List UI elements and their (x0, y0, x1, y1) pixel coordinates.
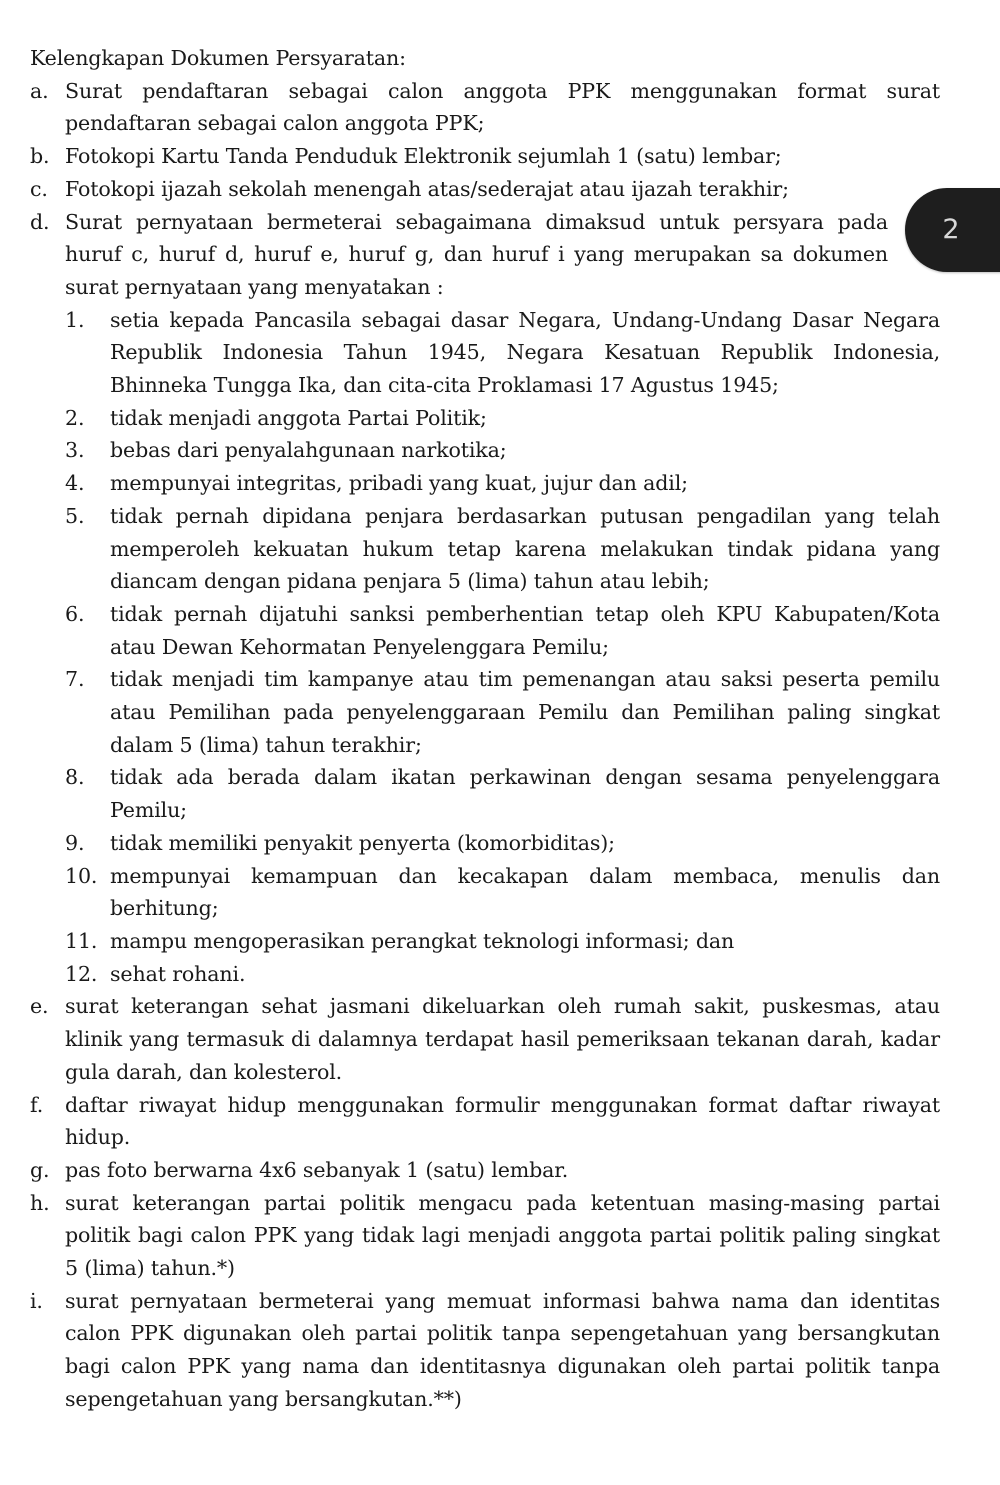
statement-subitem-7 (30, 663, 940, 761)
requirement-item-d (30, 206, 940, 304)
subitem-text: tidak memiliki penyakit penyerta (komorbiditas); (110, 830, 615, 855)
requirement-item-g (30, 1154, 940, 1187)
subitem-text: setia kepada Pancasila sebagai dasar Negara, Undang-Undang Dasar Negara Republik Indonesia Tahun 1945, Negara Kesatuan Republik Indonesia, Bhinneka Tungga Ika, dan cita-cita Proklamasi 17 Agustus 1945; (110, 307, 940, 398)
item-marker: e. (30, 994, 49, 1019)
subitem-text: tidak menjadi anggota Partai Politik; (110, 405, 487, 430)
subitem-marker: 2. (65, 405, 85, 430)
subitem-marker: 4. (65, 471, 85, 496)
page-number: 2 (942, 214, 960, 245)
subitem-marker: 11. (65, 928, 98, 953)
item-text: Fotokopi ijazah sekolah menengah atas/sederajat atau ijazah terakhir; (65, 176, 789, 201)
item-marker: f. (30, 1092, 44, 1117)
subitem-marker: 12. (65, 961, 98, 986)
statement-subitem-11 (30, 925, 940, 958)
item-marker: i. (30, 1288, 43, 1313)
subitem-marker: 5. (65, 503, 85, 528)
item-text: daftar riwayat hidup menggunakan formulir menggunakan format daftar riwayat hidup. (65, 1092, 940, 1150)
requirement-item-b (30, 140, 940, 173)
requirement-item-e (30, 990, 940, 1088)
subitem-text: mampu mengoperasikan perangkat teknologi informasi; dan (110, 928, 735, 953)
subitem-marker: 10. (65, 863, 98, 888)
subitem-text: sehat rohani. (110, 961, 246, 986)
subitem-marker: 6. (65, 601, 85, 626)
item-marker: h. (30, 1190, 50, 1215)
subitem-marker: 8. (65, 765, 85, 790)
item-text: surat pernyataan bermeterai yang memuat informasi bahwa nama dan identitas calon PPK digunakan oleh partai politik tanpa sepengetahuan yang bersangkutan bagi calon PPK yang nama dan identitasnya digunakan oleh partai politik tanpa sepengetahuan yang bersangkutan.**) (65, 1288, 940, 1411)
subitem-text: tidak menjadi tim kampanye atau tim pemenangan atau saksi peserta pemilu atau Pemilihan pada penyelenggaraan Pemilu dan Pemilihan paling singkat dalam 5 (lima) tahun terakhir; (110, 667, 940, 757)
subitem-marker: 3. (65, 438, 85, 463)
statement-subitem-6 (30, 598, 940, 663)
requirement-item-c (30, 173, 940, 206)
statement-subitem-2 (30, 402, 940, 435)
item-marker: b. (30, 144, 50, 169)
statement-subitem-1 (30, 304, 940, 402)
subitem-text: mempunyai kemampuan dan kecakapan dalam membaca, menulis dan berhitung; (110, 863, 940, 921)
requirement-item-f (30, 1089, 940, 1154)
statement-subitem-4 (30, 467, 940, 500)
document-heading: Kelengkapan Dokumen Persyaratan: (30, 46, 406, 70)
subitem-marker: 9. (65, 830, 85, 855)
statement-subitem-5 (30, 500, 940, 598)
item-marker: c. (30, 176, 48, 201)
item-text: surat keterangan partai politik mengacu pada ketentuan masing-masing partai politik bagi calon PPK yang tidak lagi menjadi anggota partai politik paling singkat 5 (lima) tahun.*) (65, 1190, 940, 1281)
item-text: surat keterangan sehat jasmani dikeluarkan oleh rumah sakit, puskesmas, atau klinik yang termasuk di dalamnya terdapat hasil pemeriksaan tekanan darah, kadar gula darah, dan kolesterol. (65, 994, 940, 1084)
subitem-text: mempunyai integritas, pribadi yang kuat, jujur dan adil; (110, 471, 688, 496)
item-marker: d. (30, 209, 50, 234)
subitem-text: tidak ada berada dalam ikatan perkawinan dengan sesama penyelenggara Pemilu; (110, 765, 940, 823)
item-text: Surat pendaftaran sebagai calon anggota PPK menggunakan format surat pendaftaran sebagai calon anggota PPK; (65, 78, 940, 136)
requirement-item-a (30, 75, 940, 140)
document-page (30, 42, 940, 1416)
item-marker: a. (30, 78, 49, 103)
item-text: Fotokopi Kartu Tanda Penduduk Elektronik sejumlah 1 (satu) lembar; (65, 144, 782, 169)
subitem-marker: 1. (65, 307, 85, 332)
item-text: Surat pernyataan bermeterai sebagaimana dimaksud untuk persyara pada huruf c, huruf d, huruf e, huruf g, dan huruf i yang merupakan sa dokumen surat pernyataan yang menyatakan : (65, 209, 888, 299)
item-text: pas foto berwarna 4x6 sebanyak 1 (satu) lembar. (65, 1157, 569, 1182)
subitem-text: tidak pernah dipidana penjara berdasarkan putusan pengadilan yang telah memperoleh kekuatan hukum tetap karena melakukan tindak pidana yang diancam dengan pidana penjara 5 (lima) tahun atau lebih; (110, 503, 940, 594)
subitem-text: tidak pernah dijatuhi sanksi pemberhentian tetap oleh KPU Kabupaten/Kota atau Dewan Kehormatan Penyelenggara Pemilu; (110, 601, 940, 659)
statement-subitem-12 (30, 958, 940, 991)
requirement-item-i (30, 1285, 940, 1416)
subitem-marker: 7. (65, 667, 85, 692)
statement-subitem-3 (30, 434, 940, 467)
statement-subitem-8 (30, 761, 940, 826)
statement-subitem-10 (30, 860, 940, 925)
statement-subitem-9 (30, 827, 940, 860)
item-marker: g. (30, 1157, 50, 1182)
subitem-text: bebas dari penyalahgunaan narkotika; (110, 438, 507, 463)
requirement-item-h (30, 1187, 940, 1285)
page-indicator-badge (905, 188, 1000, 272)
